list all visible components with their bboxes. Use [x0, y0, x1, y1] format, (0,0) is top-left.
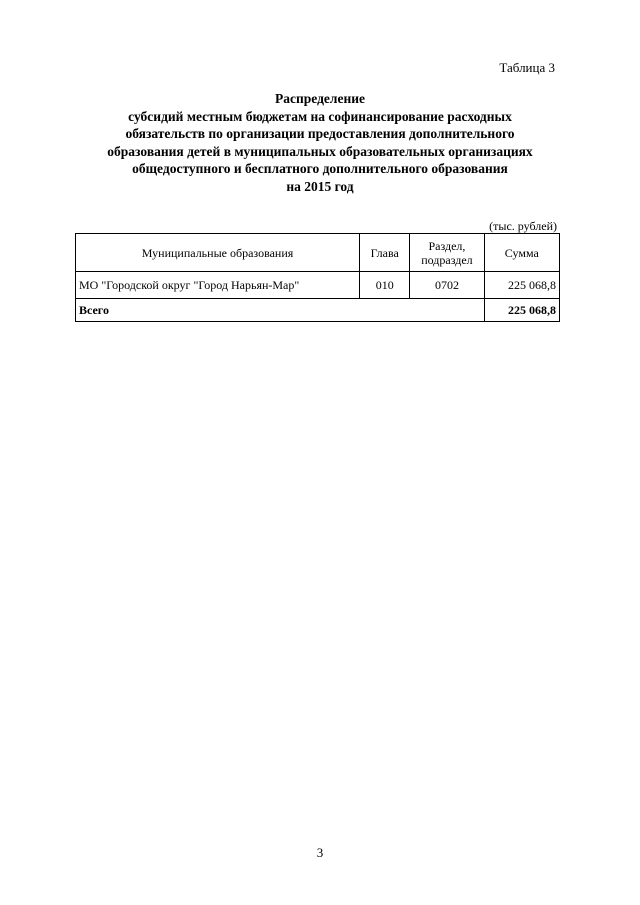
cell-municipality: МО "Городской округ "Город Нарьян-Мар"	[76, 272, 360, 299]
cell-section: 0702	[410, 272, 484, 299]
allocation-table	[75, 233, 560, 322]
units-note: (тыс. рублей)	[489, 219, 557, 233]
title-line: обязательств по организации предоставления дополнительного	[125, 126, 515, 141]
header-section: Раздел, подраздел	[410, 234, 484, 272]
header-amount: Сумма	[484, 234, 559, 272]
cell-chapter: 010	[360, 272, 410, 299]
title-line: субсидий местным бюджетам на софинансирование расходных	[128, 108, 512, 124]
table-number: Таблица 3	[499, 60, 555, 75]
header-chapter: Глава	[360, 234, 410, 272]
title-line: образования детей в муниципальных образовательных организациях	[107, 143, 533, 159]
title-line: общедоступного и бесплатного дополнительного образования	[132, 161, 508, 176]
cell-amount: 225 068,8	[484, 272, 559, 299]
header-municipality: Муниципальные образования	[76, 234, 360, 272]
total-row	[76, 299, 560, 322]
title-line: на 2015 год	[286, 178, 354, 194]
table-row	[76, 272, 560, 299]
total-amount: 225 068,8	[484, 299, 559, 322]
document-title	[78, 90, 562, 195]
page-number: 3	[316, 845, 324, 860]
title-line: Распределение	[274, 91, 366, 106]
total-label: Всего	[76, 299, 485, 322]
table-header-row	[76, 234, 560, 272]
